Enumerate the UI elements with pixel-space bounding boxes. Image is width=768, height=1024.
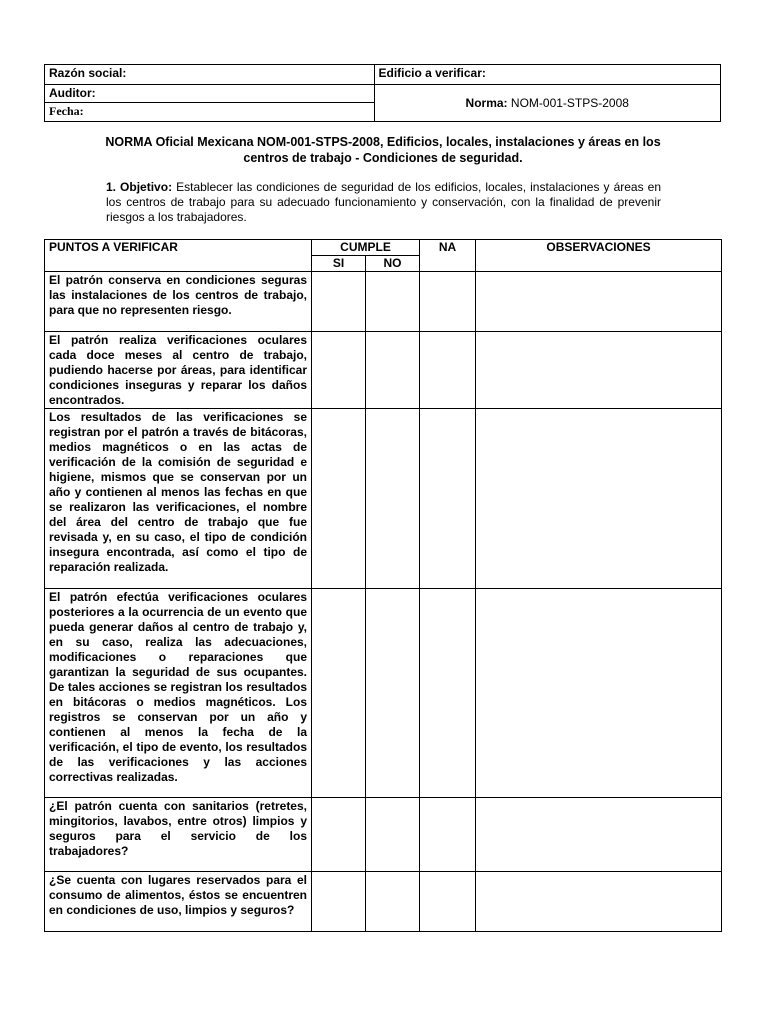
verification-point: El patrón conserva en condiciones seguras las instalaciones de los centros de trabajo, para que no representen riesgo. bbox=[45, 272, 312, 332]
si-checkbox-cell[interactable] bbox=[312, 272, 366, 332]
verification-point: ¿El patrón cuenta con sanitarios (retretes, mingitorios, lavabos, entre otros) limpios y seguros para el servicio de los trabajadores? bbox=[45, 798, 312, 872]
no-checkbox-cell[interactable] bbox=[366, 332, 420, 409]
auditor-field[interactable] bbox=[45, 85, 375, 103]
no-checkbox-cell[interactable] bbox=[366, 798, 420, 872]
observations-cell[interactable] bbox=[476, 798, 722, 872]
verification-point: ¿Se cuenta con lugares reservados para el consumo de alimentos, éstos se encuentren en condiciones de uso, limpios y seguros? bbox=[45, 872, 312, 932]
norma-label: Norma: bbox=[465, 96, 508, 110]
fecha-field[interactable] bbox=[45, 103, 375, 122]
verification-point: El patrón efectúa verificaciones oculares posteriores a la ocurrencia de un evento que pueda generar daños al centro de trabajo y, en su caso, realiza las adecuaciones, modificaciones o reparaciones que garantizan la seguridad de sus ocupantes. De tales acciones se registran los resultados en bitácoras o medios magnéticos. Los registros se conservan por un año y contienen al menos la fecha de la verificación, el tipo de evento, los resultados de las verificaciones y las acciones correctivas realizadas. bbox=[45, 589, 312, 798]
edificio-field[interactable] bbox=[374, 65, 721, 85]
na-header: NA bbox=[420, 240, 476, 272]
fecha-label: Fecha: bbox=[49, 104, 84, 118]
objective-text: Establecer las condiciones de seguridad de los edificios, locales, instalaciones y áreas en los centros de trabajo para su adecuado funcionamiento y conservación, con la finalidad de prevenir riesgos a los trabajadores. bbox=[106, 180, 661, 224]
observations-cell[interactable] bbox=[476, 332, 722, 409]
points-header: PUNTOS A VERIFICAR bbox=[45, 240, 312, 272]
observations-cell[interactable] bbox=[476, 589, 722, 798]
si-checkbox-cell[interactable] bbox=[312, 589, 366, 798]
cumple-header: CUMPLE bbox=[312, 240, 420, 256]
si-header: SI bbox=[312, 256, 366, 272]
header-info-table bbox=[44, 64, 721, 122]
na-checkbox-cell[interactable] bbox=[420, 798, 476, 872]
observaciones-header: OBSERVACIONES bbox=[476, 240, 722, 272]
na-checkbox-cell[interactable] bbox=[420, 332, 476, 409]
observations-cell[interactable] bbox=[476, 272, 722, 332]
table-row bbox=[45, 272, 722, 332]
verification-table bbox=[44, 239, 722, 932]
table-row bbox=[45, 872, 722, 932]
observations-cell[interactable] bbox=[476, 872, 722, 932]
si-checkbox-cell[interactable] bbox=[312, 332, 366, 409]
table-row bbox=[45, 332, 722, 409]
na-checkbox-cell[interactable] bbox=[420, 409, 476, 589]
na-checkbox-cell[interactable] bbox=[420, 872, 476, 932]
observations-cell[interactable] bbox=[476, 409, 722, 589]
na-checkbox-cell[interactable] bbox=[420, 272, 476, 332]
objective-label: 1. Objetivo: bbox=[106, 180, 173, 194]
table-row bbox=[45, 589, 722, 798]
verification-point: El patrón realiza verificaciones oculares cada doce meses al centro de trabajo, pudiendo hacerse por áreas, para identificar condiciones inseguras y reparar los daños encontrados. bbox=[45, 332, 312, 409]
no-checkbox-cell[interactable] bbox=[366, 589, 420, 798]
razon-social-field[interactable] bbox=[45, 65, 375, 85]
verification-point: Los resultados de las verificaciones se registran por el patrón a través de bitácoras, medios magnéticos o en las actas de verificación de la comisión de seguridad e higiene, mismos que se conservan por un año y contienen al menos las fechas en que se realizaron las verificaciones, el nombre del área del centro de trabajo que fue revisada y, en su caso, el tipo de condición insegura encontrada, así como el tipo de reparación realizada. bbox=[45, 409, 312, 589]
no-checkbox-cell[interactable] bbox=[366, 272, 420, 332]
no-checkbox-cell[interactable] bbox=[366, 409, 420, 589]
si-checkbox-cell[interactable] bbox=[312, 409, 366, 589]
na-checkbox-cell[interactable] bbox=[420, 589, 476, 798]
norma-value: NOM-001-STPS-2008 bbox=[510, 96, 629, 110]
auditor-label: Auditor: bbox=[49, 86, 96, 100]
norma-field bbox=[374, 85, 721, 122]
si-checkbox-cell[interactable] bbox=[312, 872, 366, 932]
no-checkbox-cell[interactable] bbox=[366, 872, 420, 932]
edificio-label: Edificio a verificar: bbox=[378, 66, 486, 80]
document-title: NORMA Oficial Mexicana NOM-001-STPS-2008, Edificios, locales, instalaciones y áreas en los centros de trabajo - Condiciones de seguridad. bbox=[105, 135, 661, 165]
si-checkbox-cell[interactable] bbox=[312, 798, 366, 872]
table-row bbox=[45, 798, 722, 872]
no-header: NO bbox=[366, 256, 420, 272]
objective-paragraph bbox=[106, 180, 661, 225]
razon-social-label: Razón social: bbox=[49, 66, 127, 80]
table-row bbox=[45, 409, 722, 589]
